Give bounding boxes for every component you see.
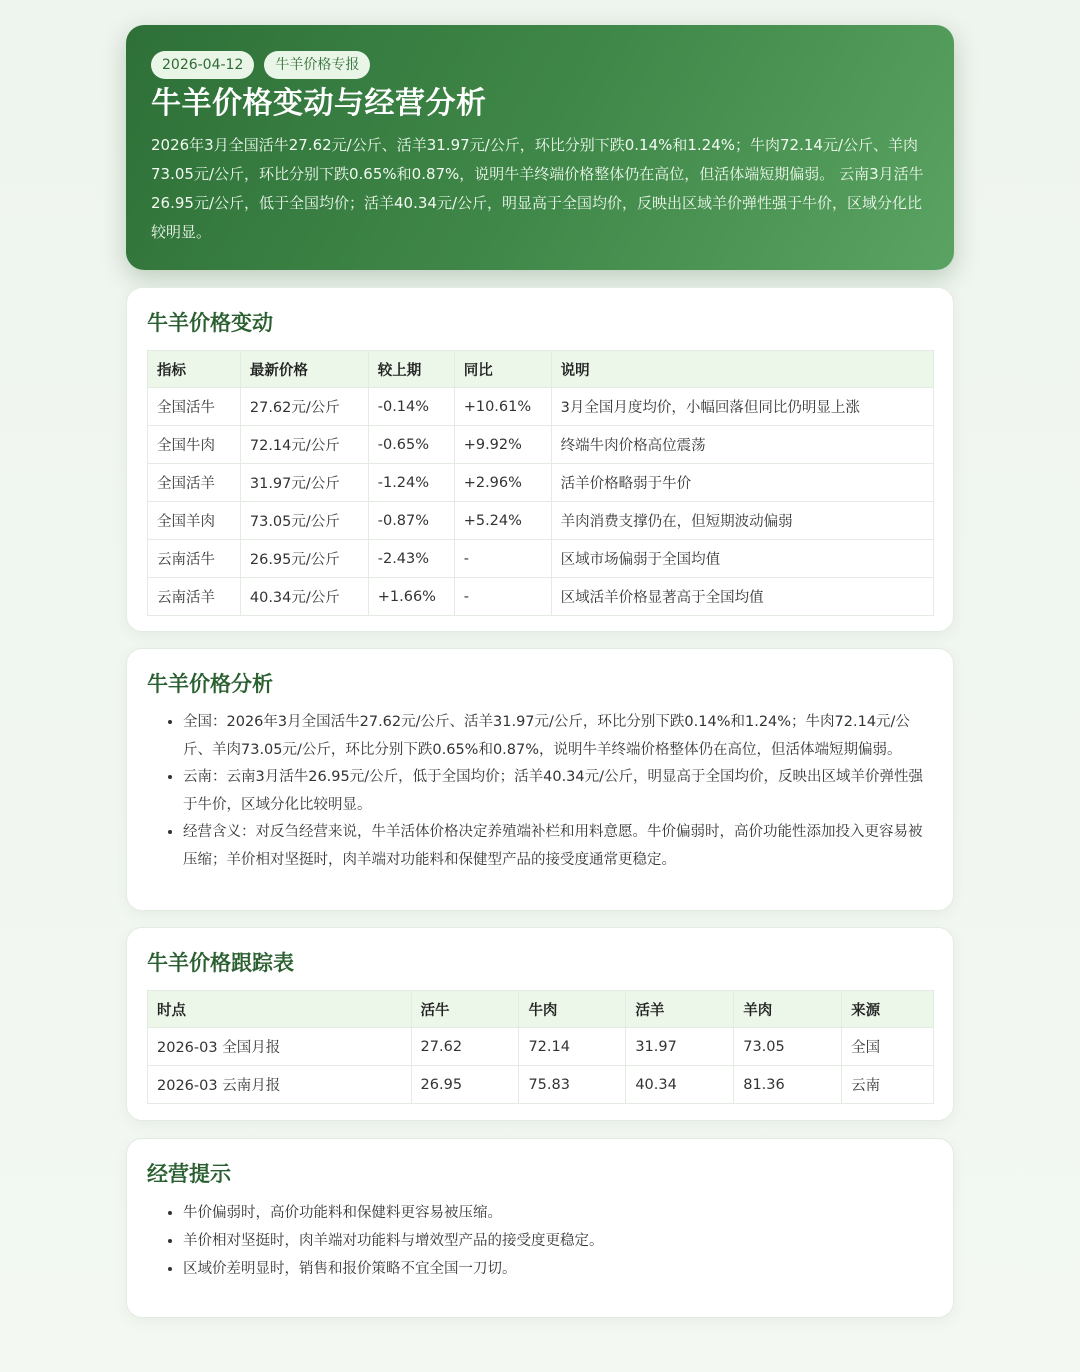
table-cell: +9.92% <box>454 426 551 464</box>
table-cell: +2.96% <box>454 464 551 502</box>
analysis-list <box>147 709 933 874</box>
table-cell: 26.95元/公斤 <box>240 540 368 578</box>
report-summary: 2026年3月全国活牛27.62元/公斤、活羊31.97元/公斤，环比分别下跌0.14%和1.24%；牛肉72.14元/公斤、羊肉73.05元/公斤，环比分别下跌0.65%和0.87%，说明牛羊终端价格整体仍在高位，但活体端短期偏弱。 云南3月活牛26.95元/公斤，低于全国均价；活羊40.34元/公斤，明显高于全国均价，反映出区域羊价弹性强于牛价，区域分化比较明显。 <box>151 136 924 241</box>
table-cell: 72.14元/公斤 <box>240 426 368 464</box>
table-cell: -2.43% <box>368 540 454 578</box>
column-header: 较上期 <box>368 351 454 388</box>
table-cell: -0.14% <box>368 388 454 426</box>
business-tips-section <box>126 1138 954 1318</box>
column-header: 指标 <box>148 351 241 388</box>
table-cell: 40.34 <box>626 1066 734 1104</box>
table-cell: 全国活羊 <box>148 464 241 502</box>
table-cell: 73.05 <box>734 1028 842 1066</box>
table-cell: 26.95 <box>411 1066 519 1104</box>
list-item: • 羊价相对坚挺时，肉羊端对功能料与增效型产品的接受度更稳定。 <box>183 1227 933 1255</box>
list-item: • 经营含义：对反刍经营来说，牛羊活体价格决定养殖端补栏和用料意愿。牛价偏弱时，高价功能性添加投入更容易被压缩；羊价相对坚挺时，肉羊端对功能料和保健型产品的接受度通常更稳定。 <box>183 819 933 874</box>
column-header: 最新价格 <box>240 351 368 388</box>
report-header <box>126 25 954 270</box>
page-title: 牛羊价格变动与经营分析 <box>151 86 487 121</box>
date-badge: 2026-04-12 <box>151 51 254 79</box>
table-cell: 81.36 <box>734 1066 842 1104</box>
report-type-badge: 牛羊价格专报 <box>264 51 370 79</box>
table-cell: 全国活牛 <box>148 388 241 426</box>
table-cell: 73.05元/公斤 <box>240 502 368 540</box>
table-cell: 区域市场偏弱于全国均值 <box>551 540 933 578</box>
table-cell: 全国羊肉 <box>148 502 241 540</box>
column-header: 羊肉 <box>734 991 842 1028</box>
price-analysis-section <box>126 648 954 911</box>
table-cell: 云南 <box>842 1066 934 1104</box>
table-cell: 云南活羊 <box>148 578 241 616</box>
table-cell: 31.97元/公斤 <box>240 464 368 502</box>
table-cell: 27.62 <box>411 1028 519 1066</box>
price-tracking-section <box>126 927 954 1121</box>
column-header: 说明 <box>551 351 933 388</box>
table-row <box>148 502 934 540</box>
price-change-table <box>147 350 934 616</box>
table-cell: - <box>454 540 551 578</box>
table-cell: 72.14 <box>519 1028 626 1066</box>
table-header-row <box>148 991 934 1028</box>
tips-list <box>147 1199 933 1283</box>
list-item: • 云南：云南3月活牛26.95元/公斤，低于全国均价；活羊40.34元/公斤，明显高于全国均价，反映出区域羊价弹性强于牛价，区域分化比较明显。 <box>183 764 933 819</box>
table-cell: 全国牛肉 <box>148 426 241 464</box>
table-row <box>148 1028 934 1066</box>
list-item: • 全国：2026年3月全国活牛27.62元/公斤、活羊31.97元/公斤，环比分别下跌0.14%和1.24%；牛肉72.14元/公斤、羊肉73.05元/公斤，环比分别下跌0.65%和0.87%，说明牛羊终端价格整体仍在高位，但活体端短期偏弱。 <box>183 709 933 764</box>
header-tags <box>151 51 930 79</box>
column-header: 牛肉 <box>519 991 626 1028</box>
table-row <box>148 464 934 502</box>
table-row <box>148 426 934 464</box>
table-cell: +5.24% <box>454 502 551 540</box>
table-cell: 云南活牛 <box>148 540 241 578</box>
section-title: 牛羊价格分析 <box>147 672 273 696</box>
table-cell: -0.65% <box>368 426 454 464</box>
table-cell: 2026-03 云南月报 <box>148 1066 412 1104</box>
table-header-row <box>148 351 934 388</box>
table-cell: 75.83 <box>519 1066 626 1104</box>
section-title: 牛羊价格跟踪表 <box>147 951 294 975</box>
table-cell: 31.97 <box>626 1028 734 1066</box>
list-item: • 区域价差明显时，销售和报价策略不宜全国一刀切。 <box>183 1255 933 1283</box>
table-row <box>148 540 934 578</box>
table-row <box>148 1066 934 1104</box>
table-cell: 40.34元/公斤 <box>240 578 368 616</box>
table-cell: - <box>454 578 551 616</box>
column-header: 同比 <box>454 351 551 388</box>
table-cell: -0.87% <box>368 502 454 540</box>
table-cell: +1.66% <box>368 578 454 616</box>
table-row <box>148 578 934 616</box>
section-title: 牛羊价格变动 <box>147 311 273 335</box>
table-cell: 活羊价格略弱于牛价 <box>551 464 933 502</box>
table-cell: 全国 <box>842 1028 934 1066</box>
table-cell: 区域活羊价格显著高于全国均值 <box>551 578 933 616</box>
column-header: 时点 <box>148 991 412 1028</box>
table-row <box>148 388 934 426</box>
table-cell: 终端牛肉价格高位震荡 <box>551 426 933 464</box>
table-cell: 3月全国月度均价，小幅回落但同比仍明显上涨 <box>551 388 933 426</box>
price-tracking-table <box>147 990 934 1104</box>
table-cell: 27.62元/公斤 <box>240 388 368 426</box>
column-header: 来源 <box>842 991 934 1028</box>
table-cell: 羊肉消费支撑仍在，但短期波动偏弱 <box>551 502 933 540</box>
table-cell: +10.61% <box>454 388 551 426</box>
table-cell: 2026-03 全国月报 <box>148 1028 412 1066</box>
column-header: 活羊 <box>626 991 734 1028</box>
section-title: 经营提示 <box>147 1162 231 1186</box>
column-header: 活牛 <box>411 991 519 1028</box>
list-item: • 牛价偏弱时，高价功能料和保健料更容易被压缩。 <box>183 1199 933 1227</box>
price-change-section <box>126 287 954 632</box>
table-cell: -1.24% <box>368 464 454 502</box>
